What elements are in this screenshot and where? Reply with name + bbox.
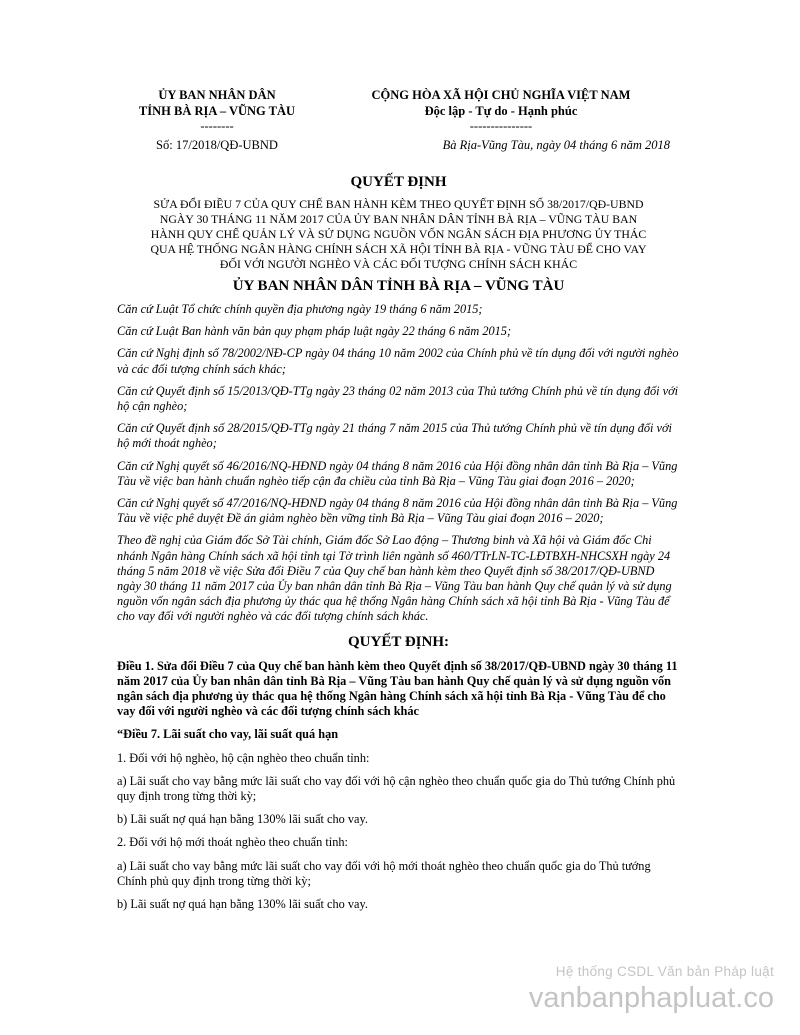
basis-item: Căn cứ Luật Ban hành văn bản quy phạm pháp luật ngày 22 tháng 6 năm 2015; (117, 324, 512, 339)
document-title: QUYẾT ĐỊNH (350, 174, 447, 190)
clause-2: 2. Đối với hộ mới thoát nghèo theo chuẩn tỉnh: (117, 835, 348, 850)
document-header (117, 88, 680, 156)
watermark-domain: vanbanphapluat.co (528, 982, 774, 1014)
basis-item: Căn cứ Nghị quyết số 47/2016/NQ-HĐND ngày 04 tháng 8 năm 2016 của Hội đồng nhân dân tỉnh Bà Rịa – Vũng Tàu về việc phê duyệt Đề án giảm nghèo bền vững tỉnh Bà Rịa – Vũng Tàu giai đoạn 2016 – 2020; (117, 496, 678, 526)
document-date: Bà Rịa-Vũng Tàu, ngày 04 tháng 6 năm 2018 (442, 138, 670, 152)
site-watermark (529, 964, 774, 1015)
legal-basis (117, 302, 680, 625)
document-page (117, 88, 680, 912)
clause-1a: a) Lãi suất cho vay bằng mức lãi suất cho vay đối với hộ cận nghèo theo chuẩn quốc gia do Thủ tướng Chính phủ quy định trong từng thời kỳ; (117, 773, 676, 804)
article-1: Điều 1. Sửa đổi Điều 7 của Quy chế ban hành kèm theo Quyết định số 38/2017/QĐ-UBND ngày 30 tháng 11 năm 2017 của Ủy ban nhân dân tỉnh Bà Rịa – Vũng Tàu ban hành Quy chế quản lý và sử dụng nguồn vốn ngân sách địa phương ủy thác qua hệ thống Ngân hàng Chính sách xã hội tỉnh Bà Rịa - Vũng Tàu để cho vay đối với người nghèo và các đối tượng chính sách khác (117, 658, 678, 719)
national-title: CỘNG HÒA XÃ HỘI CHỦ NGHĨA VIỆT NAM (371, 88, 631, 102)
decision-heading: QUYẾT ĐỊNH: (348, 633, 449, 650)
subtitle-line: ĐỐI VỚI NGƯỜI NGHÈO VÀ CÁC ĐỐI TƯỢNG CHÍNH SÁCH KHÁC (219, 257, 578, 271)
article-7-heading: “Điều 7. Lãi suất cho vay, lãi suất quá hạn (117, 727, 339, 742)
watermark-tagline: Hệ thống CSDL Văn bản Pháp luật (555, 964, 774, 979)
basis-item: Theo đề nghị của Giám đốc Sở Tài chính, Giám đốc Sở Lao động – Thương binh và Xã hội và Giám đốc Chi nhánh Ngân hàng Chính sách xã hội tỉnh tại Tờ trình liên ngành số 460/TTrLN-TC-LĐTBXH-NHCSXH ngày 24 tháng 5 năm 2018 về việc Sửa đổi Điều 7 của Quy chế ban hành kèm theo Quyết định số 38/2017/QĐ-UBND ngày 30 tháng 11 năm 2017 của Ủy ban nhân dân tỉnh Bà Rịa – Vũng Tàu ban hành Quy chế quản lý và sử dụng nguồn vốn ngân sách địa phương ủy thác qua hệ thống Ngân hàng Chính sách xã hội tỉnh Bà Rịa - Vũng Tàu để cho vay đối với người nghèo và các đối tượng chính sách khác. (117, 533, 672, 624)
basis-item: Căn cứ Quyết định số 28/2015/QĐ-TTg ngày 21 tháng 7 năm 2015 của Thủ tướng Chính phủ về tín dụng đối với hộ mới thoát nghèo; (117, 421, 672, 451)
motto-separator: --------------- (469, 119, 533, 133)
subtitle-line: NGÀY 30 THÁNG 11 NĂM 2017 CỦA ỦY BAN NHÂN DÂN TỈNH BÀ RỊA – VŨNG TÀU BAN (159, 212, 638, 226)
clause-2b: b) Lãi suất nợ quá hạn bằng 130% lãi suất cho vay. (117, 897, 368, 912)
subtitle-line: SỬA ĐỔI ĐIỀU 7 CỦA QUY CHẾ BAN HÀNH KÈM THEO QUYẾT ĐỊNH SỐ 38/2017/QĐ-UBND (153, 197, 644, 211)
subtitle-line: QUA HỆ THỐNG NGÂN HÀNG CHÍNH SÁCH XÃ HỘI TỈNH BÀ RỊA - VŨNG TÀU ĐỂ CHO VAY (150, 242, 647, 256)
national-motto: Độc lập - Tự do - Hạnh phúc (424, 103, 578, 118)
document-number: Số: 17/2018/QĐ-UBND (156, 138, 278, 152)
basis-item: Căn cứ Quyết định số 15/2013/QĐ-TTg ngày 23 tháng 02 năm 2013 của Thủ tướng Chính phủ về tín dụng đối với hộ cận nghèo; (117, 383, 679, 414)
subtitle-line: HÀNH QUY CHẾ QUẢN LÝ VÀ SỬ DỤNG NGUỒN VỐN NGÂN SÁCH ĐỊA PHƯƠNG ỦY THÁC (150, 227, 647, 241)
agency-separator: -------- (200, 119, 234, 133)
issuing-agency-block (117, 88, 317, 135)
basis-item: Căn cứ Nghị định số 78/2002/NĐ-CP ngày 04 tháng 10 năm 2002 của Chính phủ về tín dụng đối với người nghèo và các đối tượng chính sách khác; (117, 346, 679, 376)
agency-line-2: TỈNH BÀ RỊA – VŨNG TÀU (138, 103, 296, 118)
national-motto-block (322, 88, 680, 135)
clause-2a: a) Lãi suất cho vay bằng mức lãi suất cho vay đối với hộ mới thoát nghèo theo chuẩn quốc gia do Thủ tướng Chính phủ quy định trong từng thời kỳ; (117, 858, 651, 888)
article-7-content (117, 727, 680, 912)
agency-line-1: ỦY BAN NHÂN DÂN (158, 88, 276, 102)
clause-1b: b) Lãi suất nợ quá hạn bằng 130% lãi suất cho vay. (117, 812, 368, 827)
basis-item: Căn cứ Nghị quyết số 46/2016/NQ-HĐND ngày 04 tháng 8 năm 2016 của Hội đồng nhân dân tỉnh Bà Rịa – Vũng Tàu về việc ban hành chuẩn nghèo tiếp cận đa chiều của tỉnh Bà Rịa – Vũng Tàu giai đoạn 2016 – 2020; (117, 458, 678, 488)
basis-item: Căn cứ Luật Tổ chức chính quyền địa phương ngày 19 tháng 6 năm 2015; (117, 302, 483, 316)
clause-1: 1. Đối với hộ nghèo, hộ cận nghèo theo chuẩn tỉnh: (117, 750, 370, 765)
agency-heading: ỦY BAN NHÂN DÂN TỈNH BÀ RỊA – VŨNG TÀU (232, 278, 565, 294)
document-subtitle (117, 197, 680, 272)
